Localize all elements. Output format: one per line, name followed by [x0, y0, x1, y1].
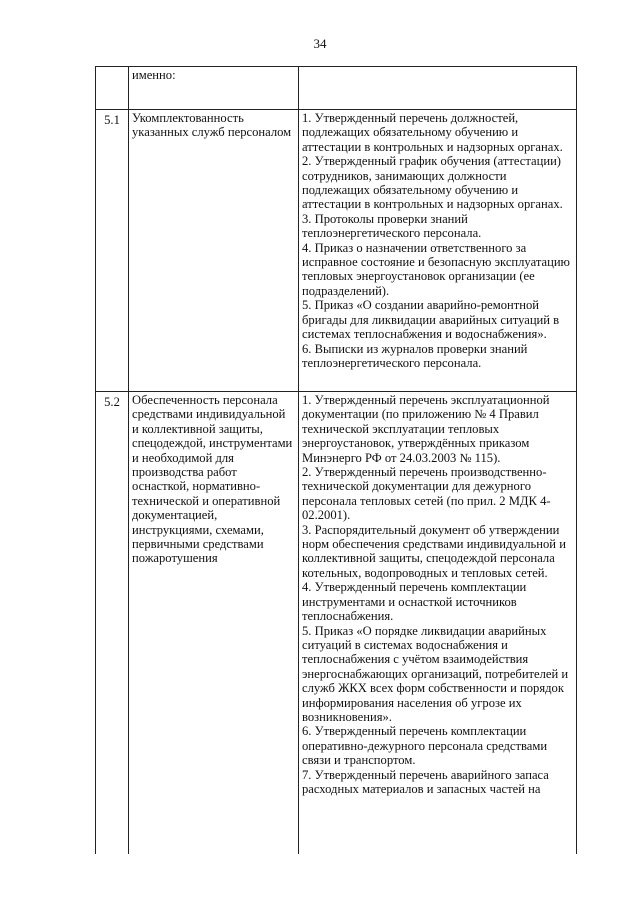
requirement-item: 7. Утвержденный перечень аварийного запаса расходных материалов и запасных частей на: [302, 767, 549, 796]
requirement-item: 6. Утвержденный перечень комплектации оперативно-дежурного персонала средствами связи и транспортом.: [302, 724, 548, 768]
criterion-cell: Укомплектованность указанных служб персоналом: [129, 110, 299, 392]
row-number: [96, 67, 129, 110]
requirements-table: [95, 66, 577, 854]
requirements-cell: [299, 67, 577, 110]
requirement-item: 5. Приказ «О порядке ликвидации аварийных ситуаций в системах водоснабжения и теплоснабжения с учётом взаимодействия энергоснабжающих организаций, потребителей и служб ЖКХ всех форм собственности и порядок информирования населения об угрозе их возникновения».: [302, 623, 569, 724]
table-row: [96, 67, 577, 110]
requirement-item: 1. Утвержденный перечень эксплуатационной документации (по приложению № 4 Правил технической эксплуатации тепловых энергоустановок, утверждённых приказом Минэнерго РФ от 24.03.2003 № 115).: [302, 393, 550, 465]
row-number: 5.2: [96, 392, 129, 855]
requirement-item: 3. Протоколы проверки знаний теплоэнергетического персонала.: [302, 211, 482, 241]
requirement-item: 6. Выписки из журналов проверки знаний теплоэнергетического персонала.: [302, 341, 528, 370]
requirement-item: 4. Утвержденный перечень комплектации инструментами и оснасткой источников теплоснабжения.: [302, 580, 527, 624]
criterion-cell: именно:: [129, 67, 299, 110]
row-number: 5.1: [96, 110, 129, 392]
requirements-cell: [299, 110, 577, 392]
requirement-item: 2. Утвержденный перечень производственно-технической документации для дежурного персонала тепловых сетей (по прил. 2 МДК 4-02.2001).: [302, 465, 551, 523]
table-row: [96, 392, 577, 855]
requirements-cell: [299, 392, 577, 855]
requirement-item: 5. Приказ «О создании аварийно-ремонтной бригады для ликвидации аварийных ситуаций в системах теплоснабжения и водоснабжения».: [302, 298, 560, 342]
requirement-item: 1. Утвержденный перечень должностей, подлежащих обязательному обучению и аттестации в контрольных и надзорных органах.: [302, 111, 563, 154]
page-number: 34: [313, 36, 327, 51]
table-row: [96, 110, 577, 392]
criterion-cell: Обеспеченность персонала средствами индивидуальной и коллективной защиты, спецодеждой, инструментами и необходимой для производства работ оснасткой, нормативно-технической и оперативной документацией, инструкциями, схемами, первичными средствами пожаротушения: [129, 392, 299, 855]
requirement-item: 4. Приказ о назначении ответственного за исправное состояние и безопасную эксплуатацию тепловых энергоустановок организации (ее подразделений).: [302, 240, 570, 298]
requirement-item: 2. Утвержденный график обучения (аттестации) сотрудников, занимающих должности подлежащих обязательному обучению и аттестации в контрольных и надзорных органах.: [302, 154, 563, 212]
requirement-item: 3. Распорядительный документ об утверждении норм обеспечения средствами индивидуальной и коллективной защиты, спецодеждой персонала котельных, водопроводных и тепловых сетей.: [302, 522, 566, 580]
